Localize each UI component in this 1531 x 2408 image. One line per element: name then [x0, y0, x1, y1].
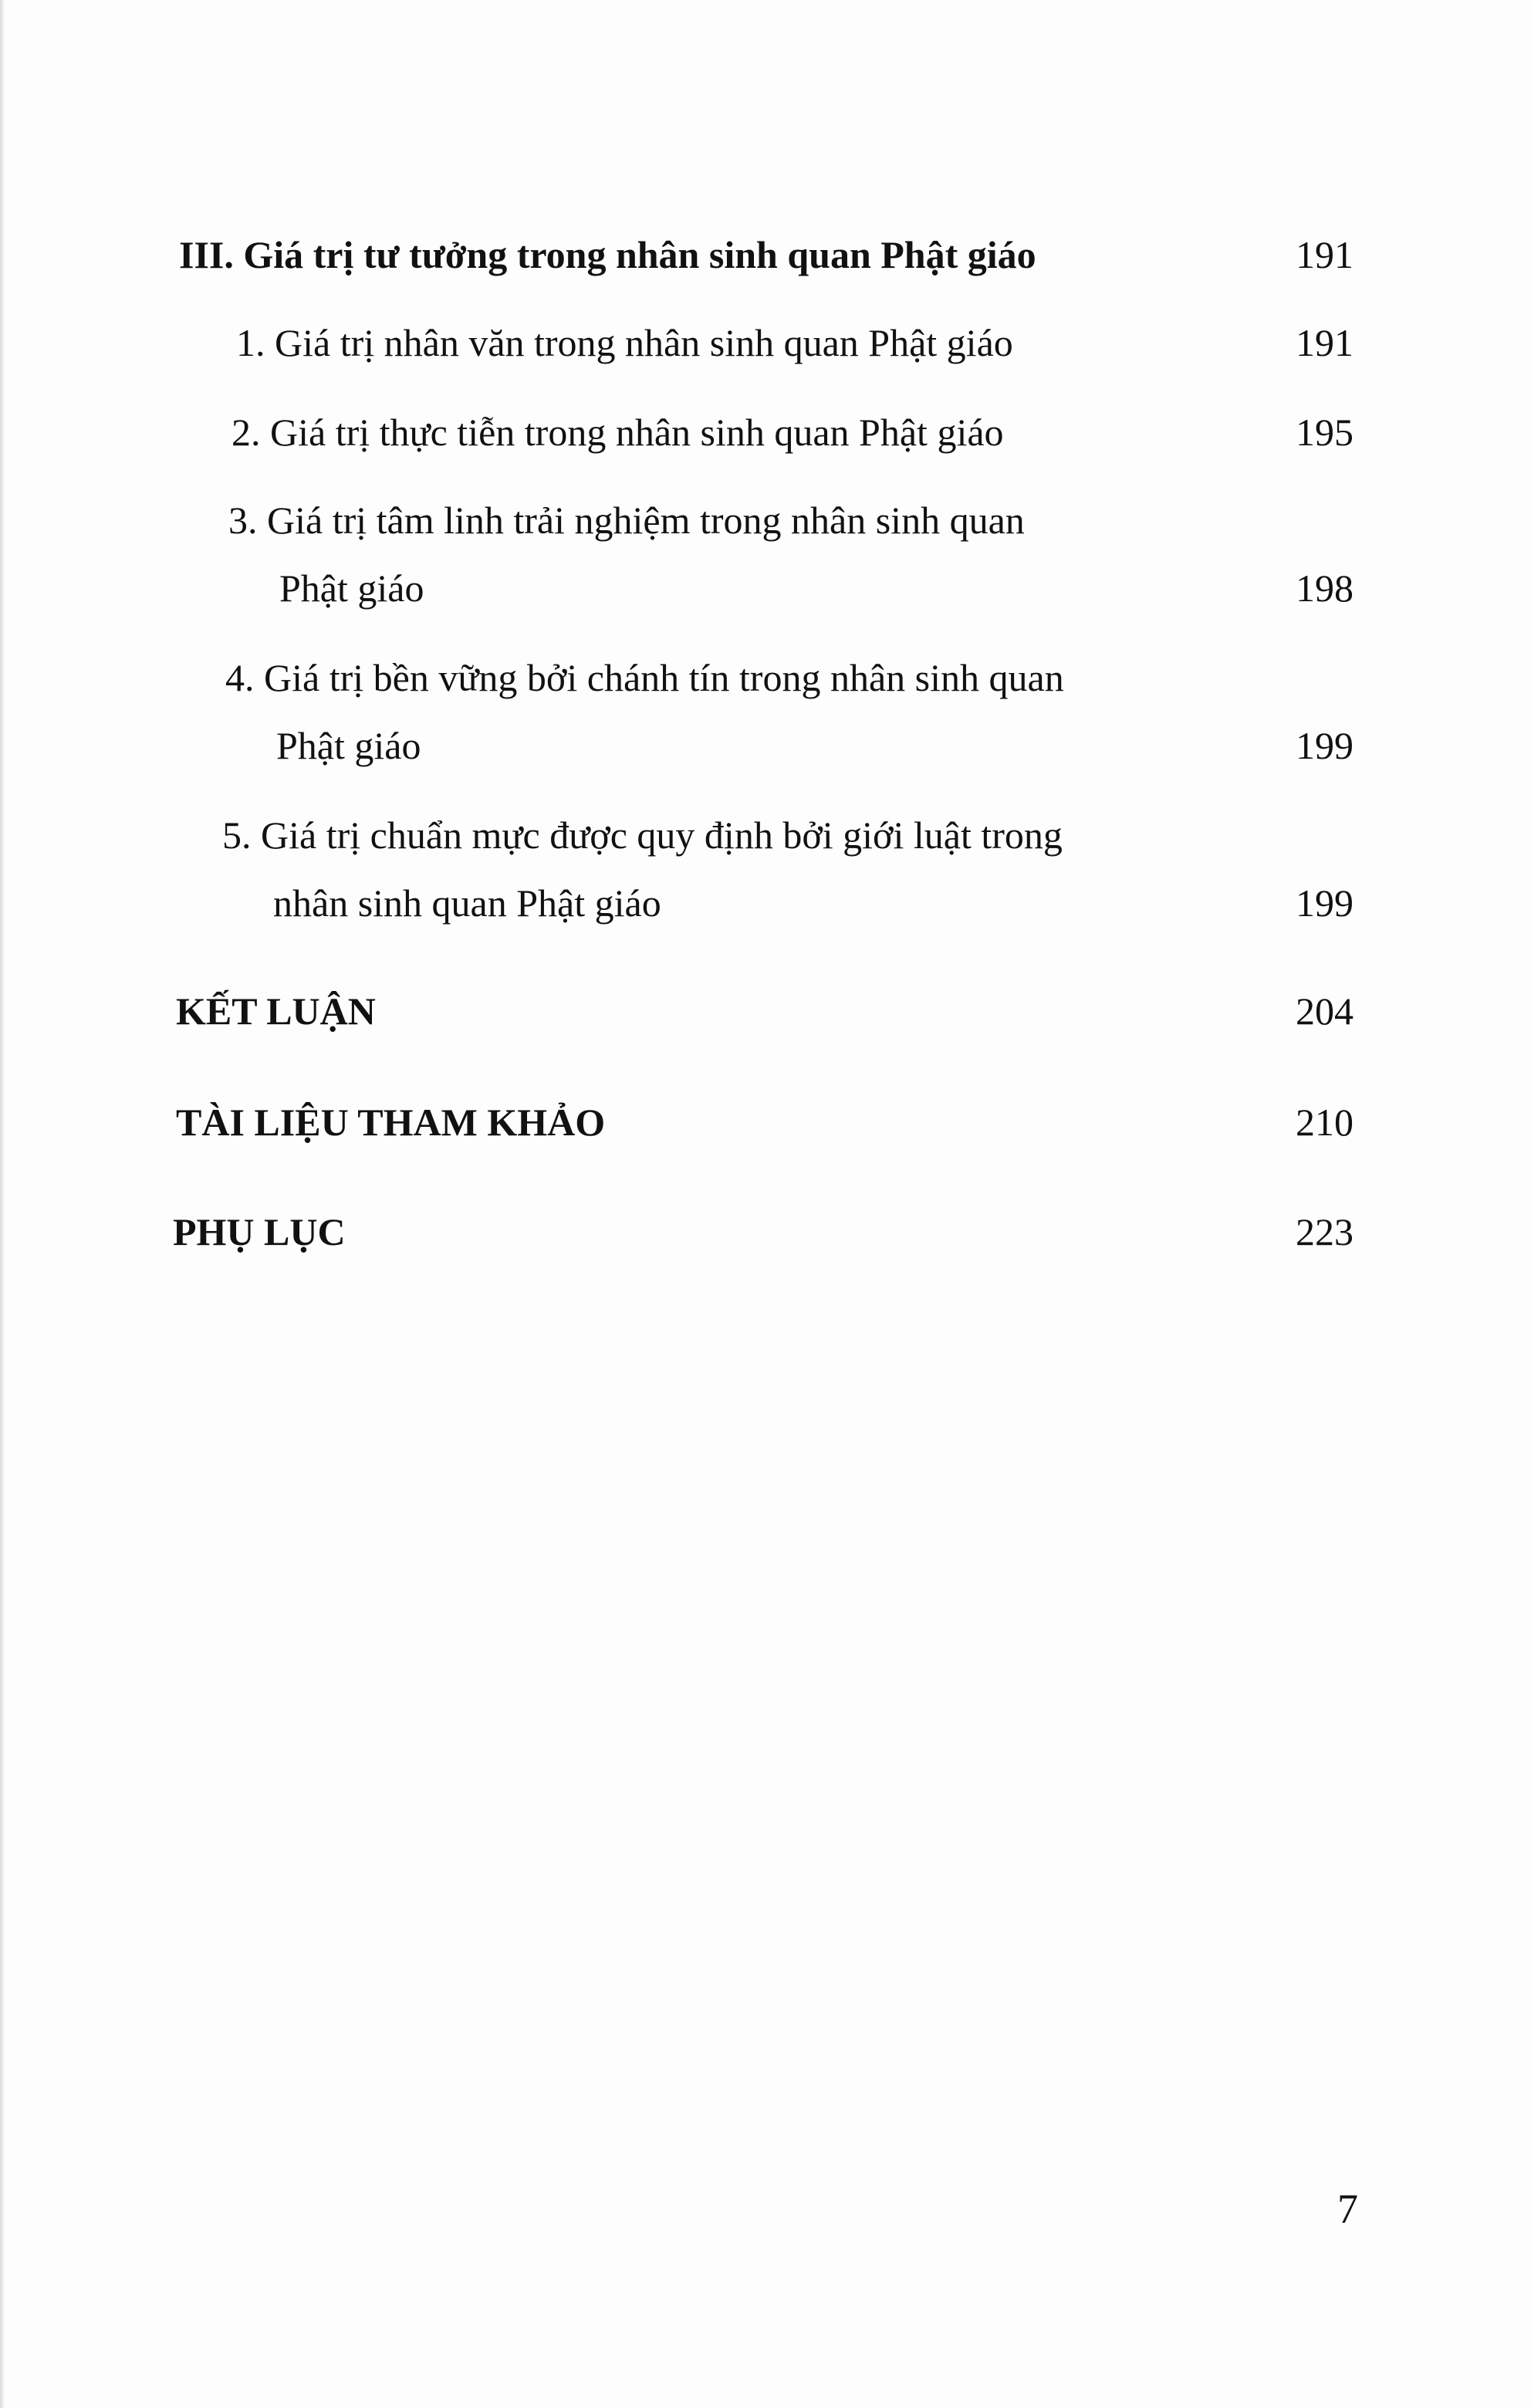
toc-entry-page: 191: [1296, 233, 1354, 276]
toc-entry-title: 1. Giá trị nhân văn trong nhân sinh quan Phật giáo: [236, 321, 1013, 364]
toc-entry-title: KẾT LUẬN: [176, 989, 376, 1033]
toc-entry-title-line-1: 5. Giá trị chuẩn mực được quy định bởi giới luật trong: [222, 813, 1063, 857]
toc-entry-page: 195: [1296, 411, 1354, 454]
toc-entry-title-line-1: 4. Giá trị bền vững bởi chánh tín trong nhân sinh quan: [225, 656, 1064, 699]
toc-entry-page: 191: [1296, 321, 1354, 364]
toc-entry-title: PHỤ LỤC: [173, 1210, 346, 1253]
toc-entry-page: 210: [1296, 1101, 1354, 1144]
toc-entry-title: 2. Giá trị thực tiễn trong nhân sinh quan Phật giáo: [232, 411, 1004, 454]
toc-entry-title-line-2: Phật giáo: [276, 724, 421, 767]
toc-entry-title: III. Giá trị tư tưởng trong nhân sinh quan Phật giáo: [179, 233, 1036, 276]
toc-entry-title-line-2: Phật giáo: [279, 566, 424, 610]
toc-entry-title-line-1: 3. Giá trị tâm linh trải nghiệm trong nhân sinh quan: [228, 499, 1025, 542]
toc-entry-page: 198: [1296, 566, 1354, 610]
toc-entry-page: 199: [1296, 881, 1354, 925]
toc-entry-page: 204: [1296, 989, 1354, 1033]
page-number: 7: [1337, 2186, 1358, 2232]
toc-entry-title-line-2: nhân sinh quan Phật giáo: [273, 881, 661, 925]
toc-entry-page: 223: [1296, 1210, 1354, 1253]
toc-entry-title: TÀI LIỆU THAM KHẢO: [176, 1101, 606, 1144]
toc-entry-page: 199: [1296, 724, 1354, 767]
